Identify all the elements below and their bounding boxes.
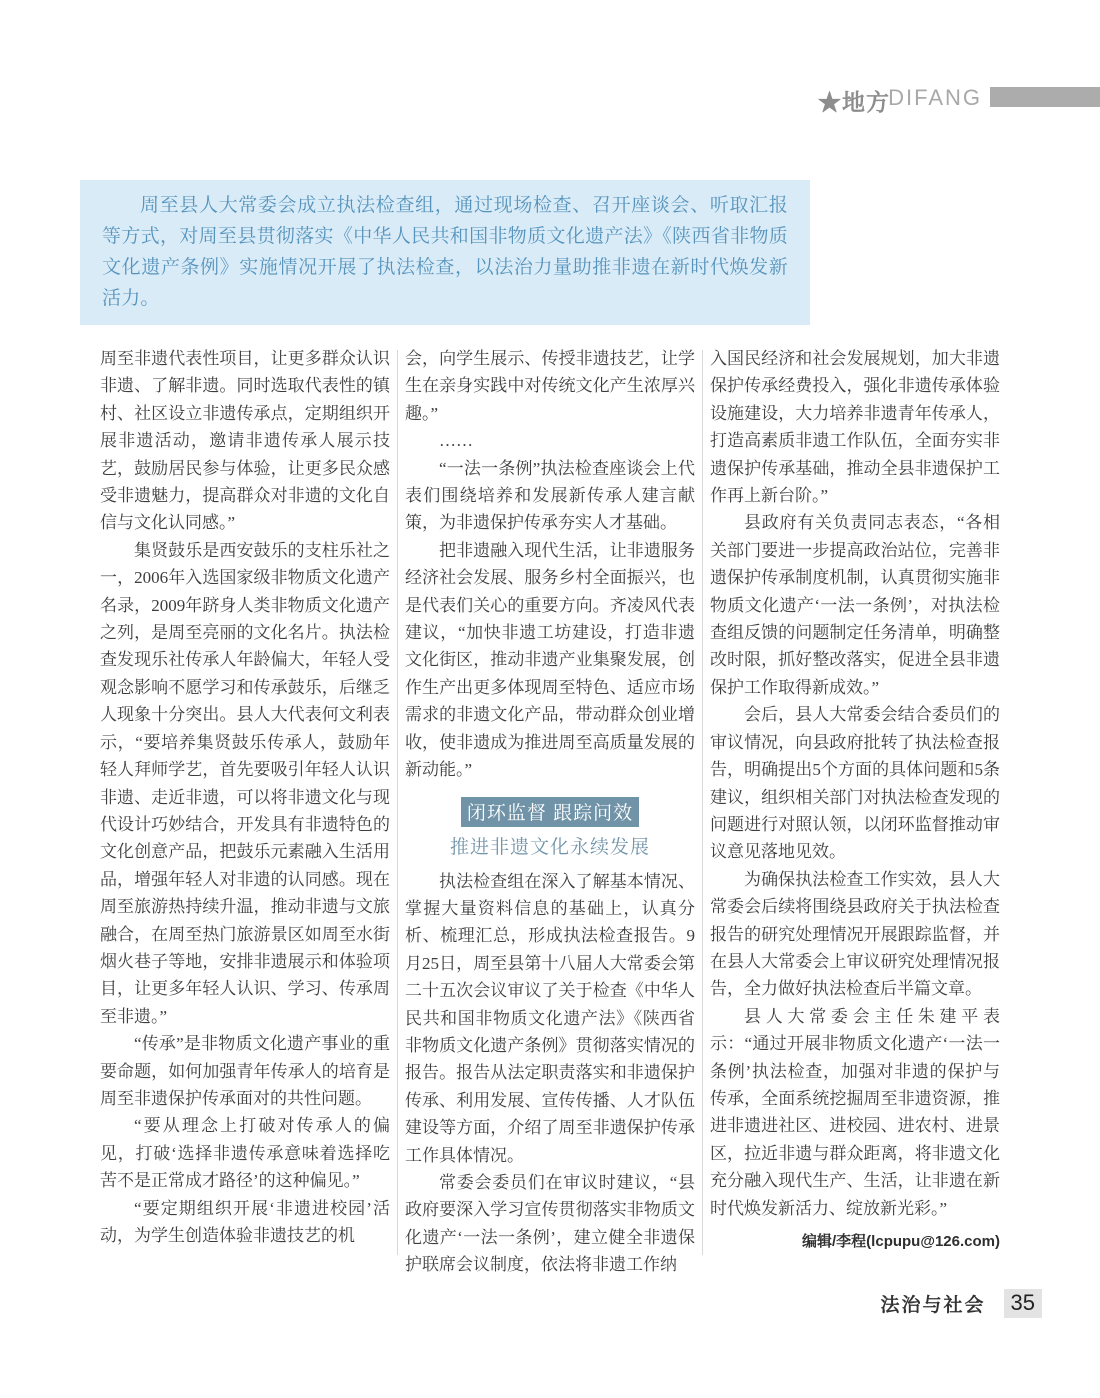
editor-credit: 编辑/李程(lcpupu@126.com) (802, 1233, 1000, 1250)
journal-name: 法治与社会 (880, 1294, 986, 1316)
paragraph: 常委会委员们在审议时建议，“县政府要深入学习宣传贯彻落实非物质文化遗产‘一法一条例’，建立健全非遗保护联席会议制度，依法将非遗工作纳 (405, 1172, 695, 1275)
paragraph: “一法一条例”执法检查座谈会上代表们围绕培养和发展新传承人建言献策，为非遗保护传承夯实人才基础。 (405, 458, 695, 533)
paragraph: 会后，县人大常委会结合委员们的审议情况，向县政府批转了执法检查报告，明确提出5个方面的具体问题和5条建议，组织相关部门对执法检查发现的问题进行对照认领，以闭环监督推动审议意见落地见效。 (710, 705, 1000, 862)
paragraph: “要从理念上打破对传承人的偏见，打破‘选择非遗传承意味着选择吃苦不是正常成才路径’的这种偏见。” (100, 1116, 390, 1191)
page-footer (881, 1284, 1043, 1322)
section-subheading (405, 797, 695, 859)
paragraph: 县人大常委会主任朱建平表示：“通过开展非物质文化遗产‘一法一条例’执法检查，加强对非遗的保护与传承，全面系统挖掘周至非遗资源，推进非遗进社区、进校园、进农村、进景区，拉近非遗与群众距离，将非遗文化充分融入现代生产、生活，让非遗在新时代焕发新活力、绽放新光彩。” (710, 1006, 1000, 1218)
column-3-paragraphs (710, 345, 1000, 1222)
paragraph: 集贤鼓乐是西安鼓乐的支柱乐社之一，2006年入选国家级非物质文化遗产名录，2009年跻身人类非物质文化遗产之列，是周至亮丽的文化名片。执法检查发现乐社传承人年龄偏大，年轻人受观念影响不愿学习和传承鼓乐，后继乏人现象十分突出。县人大代表何文利表示，“要培养集贤鼓乐传承人，鼓励年轻人拜师学艺，首先要吸引年轻人认识非遗、走近非遗，可以将非遗文化与现代设计巧妙结合，开发具有非遗特色的文化创意产品，把鼓乐元素融入生活用品，增强年轻人对非遗的认同感。现在周至旅游热持续升温，推动非遗与文旅融合，在周至热门旅游景区如周至水街烟火巷子等地，安排非遗展示和体验项目，让更多年轻人认识、学习、传承周至非遗。” (100, 540, 390, 1026)
paragraph: …… (439, 431, 473, 451)
section-title: ★地方 (818, 89, 890, 115)
paragraph: 执法检查组在深入了解基本情况、掌握大量资料信息的基础上，认真分析、梳理汇总，形成执法检查报告。9月25日，周至县第十八届人大常委会第二十五次会议审议了关于检查《中华人民共和国非物质文化遗产法》《陕西省非物质文化遗产条例》贯彻落实情况的报告。报告从法定职责落实和非遗保护传承、利用发展、宣传传播、人才队伍建设等方面，介绍了周至非遗保护传承工作具体情况。 (405, 871, 695, 1165)
subheading-highlight: 闭环监督 跟踪问效 (461, 797, 639, 827)
paragraph: 入国民经济和社会发展规划，加大非遗保护传承经费投入，强化非遗传承体验设施建设，大力培养非遗青年传承人，打造高素质非遗工作队伍，全面夯实非遗保护传承基础，推动全县非遗保护工作再上新台阶。” (710, 349, 1000, 506)
paragraph: 为确保执法检查工作实效，县人大常委会后续将围绕县政府关于执法检查报告的研究处理情况开展跟踪监督，并在县人大常委会上审议研究处理情况报告，全力做好执法检查后半篇文章。 (710, 869, 1000, 999)
paragraph: 周至非遗代表性项目，让更多群众认识非遗、了解非遗。同时选取代表性的镇村、社区设立非遗传承点，定期组织开展非遗活动，邀请非遗传承人展示技艺，鼓励居民参与体验，让更多民众感受非遗魅力，提高群众对非遗的文化自信与文化认同感。” (100, 349, 390, 533)
subheading-second-line: 推进非遗文化永续发展 (449, 836, 650, 858)
lead-summary-box (80, 180, 810, 325)
column-2-lower-paragraphs (405, 868, 695, 1279)
paragraph: “要定期组织开展‘非遗进校园’活动，为学生创造体验非遗技艺的机 (100, 1198, 390, 1245)
column-divider (397, 350, 398, 1255)
article-column-2 (405, 345, 695, 1279)
paragraph: 县政府有关负责同志表态，“各相关部门要进一步提高政治站位，完善非遗保护传承制度机制，认真贯彻实施非物质文化遗产‘一法一条例’，对执法检查组反馈的问题制定任务清单，明确整改时限，抓好整改落实，促进全县非遗保护工作取得新成效。” (710, 513, 1000, 697)
article-column-3 (710, 345, 1000, 1251)
section-title-pinyin: DIFANG (888, 85, 982, 110)
paragraph: “传承”是非物质文化遗产事业的重要命题，如何加强青年传承人的培育是周至非遗保护传承面对的共性问题。 (100, 1034, 390, 1108)
lead-text: 周至县人大常委会成立执法检查组，通过现场检查、召开座谈会、听取汇报等方式，对周至县贯彻落实《中华人民共和国非物质文化遗产法》《陕西省非物质文化遗产条例》实施情况开展了执法检查，以法治力量助推非遗在新时代焕发新活力。 (102, 195, 788, 309)
section-header (0, 84, 1100, 115)
paragraph: 会，向学生展示、传授非遗技艺，让学生在亲身实践中对传统文化产生浓厚兴趣。” (405, 349, 695, 423)
paragraph: 把非遗融入现代生活，让非遗服务经济社会发展、服务乡村全面振兴，也是代表们关心的重要方向。齐凌风代表建议，“加快非遗工坊建设，打造非遗文化街区，推动非遗产业集聚发展，创作生产出更多体现周至特色、适应市场需求的非遗文化产品，带动群众创业增收，使非遗成为推进周至高质量发展的新动能。” (405, 540, 695, 780)
article-column-1 (100, 345, 390, 1249)
column-2-upper-paragraphs (405, 345, 695, 784)
page-number: 35 (1004, 1289, 1042, 1318)
header-bar (990, 87, 1100, 107)
column-divider (702, 350, 703, 1255)
